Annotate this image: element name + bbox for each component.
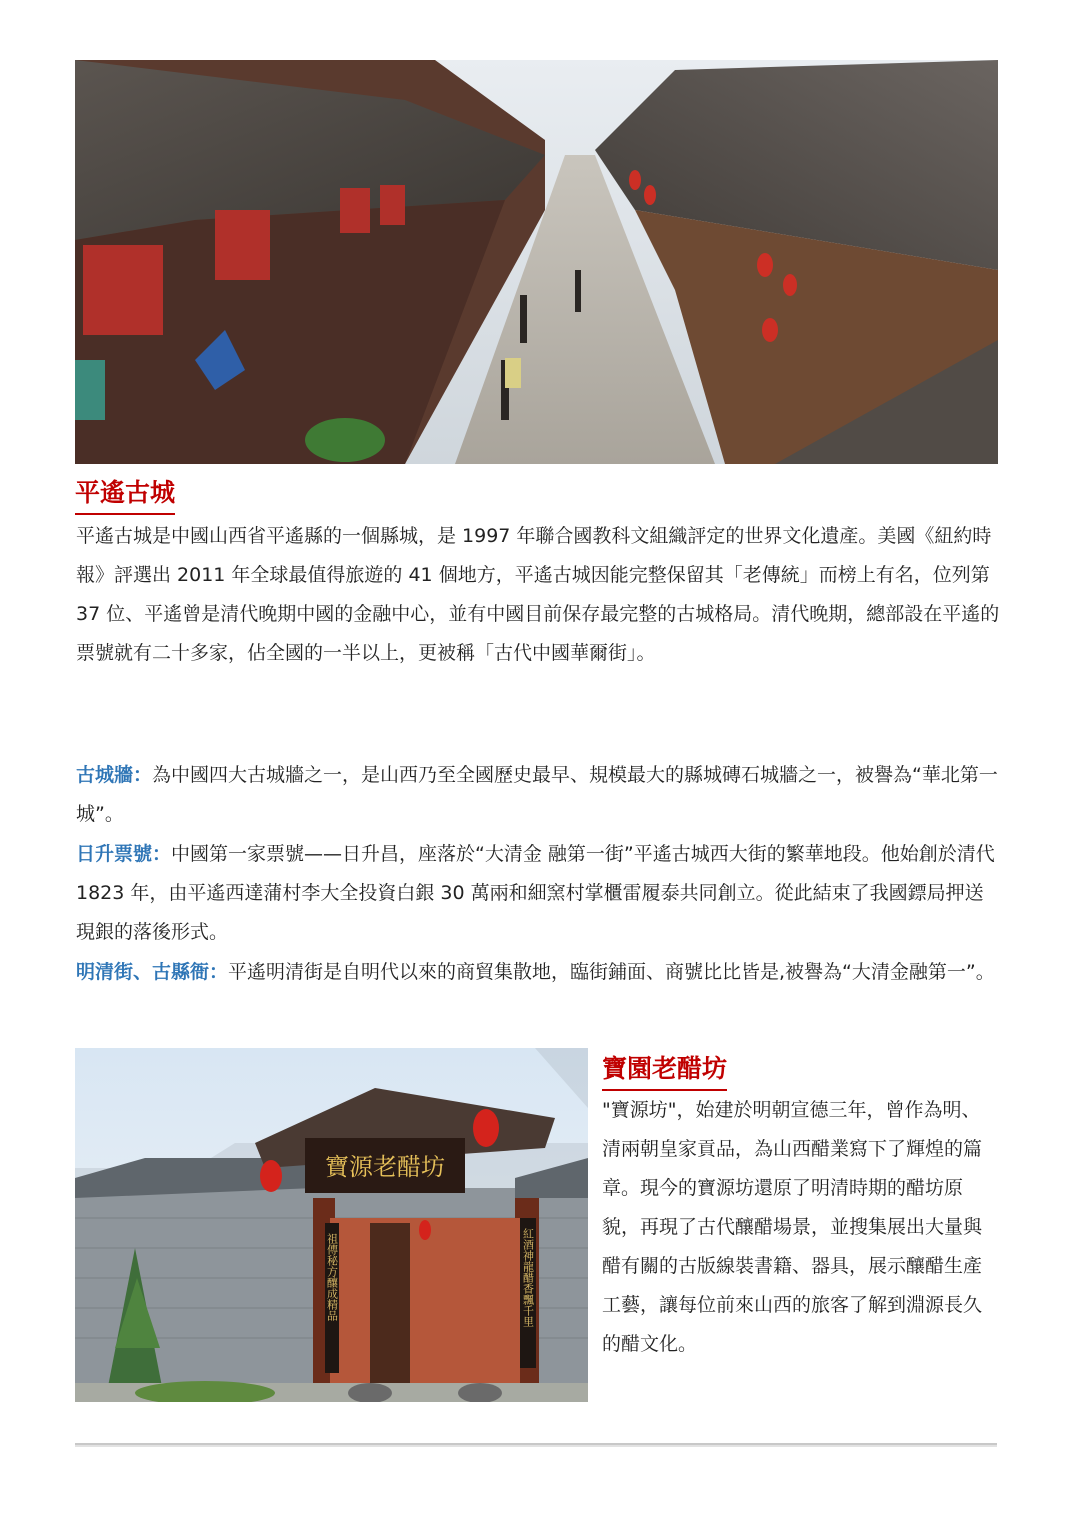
highlight-city-wall (76, 756, 1002, 834)
vinegar-workshop-photo (75, 1048, 588, 1402)
highlight-text: 為中國四大古城牆之一，是山西乃至全國歷史最早、規模最大的縣城磚石城牆之一，被譽為“華北第一城”。 (76, 764, 998, 825)
highlight-mingqing-street (76, 953, 1002, 992)
highlight-term: 古城牆： (76, 764, 153, 786)
highlight-term: 明清街、古縣衙： (76, 961, 229, 983)
page-footer-rule (75, 1443, 997, 1447)
section-title-vinegar-workshop: 寶園老醋坊 (602, 1052, 727, 1091)
highlight-text: 平遙明清街是自明代以來的商貿集散地，臨街鋪面、商號比比皆是,被譽為“大清金融第一”。 (228, 961, 995, 983)
vinegar-workshop-description: "寶源坊"，始建於明朝宣德三年，曾作為明、清兩朝皇家貢品，為山西醋業寫下了輝煌的篇章。現今的寶源坊還原了明清時期的醋坊原貌，再現了古代釀醋場景，並搜集展出大量與醋有關的古版線裝書籍、器具，展示釀醋生產工藝，讓每位前來山西的旅客了解到淵源長久的醋文化。 (602, 1099, 983, 1355)
pingyao-description: 平遙古城是中國山西省平遙縣的一個縣城，是 1997 年聯合國教科文組織評定的世界文化遺產。美國《紐約時報》評選出 2011 年全球最值得旅遊的 41 個地方，平遙古城因能完整保留其「老傳統」而榜上有名，位列第 37 位、平遙曾是清代晚期中國的金融中心，並有中國目前保存最完整的古城格局。清代晚期，總部設在平遙的票號就有二十多家，佔全國的一半以上，更被稱「古代中國華爾街」。 (76, 525, 1000, 664)
gate-plaque-text: 寶源老醋坊 (325, 1153, 445, 1181)
highlight-text: 中國第一家票號——日升昌，座落於“大清金 融第一街”平遙古城西大街的繁華地段。他始創於清代 1823 年，由平遙西達蒲村李大全投資白銀 30 萬兩和細窯村掌櫃雷履泰共同創立。從此結束了我國鏢局押送現銀的落後形式。 (76, 843, 995, 943)
pingyao-street-photo (75, 60, 998, 464)
highlight-rishengchang (76, 835, 1002, 952)
highlight-term: 日升票號： (76, 843, 172, 865)
section-title-pingyao: 平遙古城 (75, 476, 175, 515)
gate-right-couplet: 紅酒神龍醋香飄千里 (521, 1228, 535, 1327)
gate-left-couplet: 祖傳秘方釀成精品 (325, 1233, 339, 1321)
